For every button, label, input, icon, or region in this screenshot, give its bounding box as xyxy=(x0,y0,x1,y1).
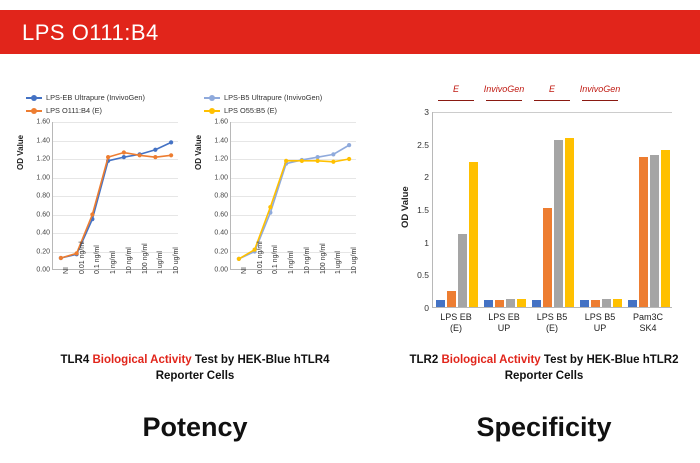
series-layer xyxy=(231,122,357,270)
y-tick-label: 0.00 xyxy=(36,266,50,274)
y-tick-label: 1.40 xyxy=(214,137,228,144)
x-axis-ticks xyxy=(432,310,672,350)
y-axis-label: OD Value xyxy=(194,134,203,170)
x-tick-label: 0.01 ng/ml xyxy=(256,241,264,274)
series-line xyxy=(239,159,349,259)
x-tick-label: LPS B5 (E) xyxy=(536,312,568,333)
x-tick-label: 0.1 ng/ml xyxy=(94,245,102,274)
annotation-label: InvivoGen xyxy=(579,84,621,94)
chart-tlr2-specificity xyxy=(398,78,688,338)
data-point xyxy=(169,153,173,157)
legend-item xyxy=(204,92,322,103)
label-potency: Potency xyxy=(142,412,248,442)
caption-left-pre: TLR4 xyxy=(60,354,93,366)
y-tick-label: 1.00 xyxy=(36,174,50,181)
data-point xyxy=(122,150,126,154)
y-tick-label: 0.80 xyxy=(214,192,228,200)
data-point xyxy=(122,155,126,159)
bar-group xyxy=(481,112,529,307)
x-tick-label: LPS B5 UP xyxy=(584,312,616,333)
page-title: LPS O111:B4 xyxy=(22,20,159,45)
y-tick-label: 1.60 xyxy=(36,118,50,126)
caption-left xyxy=(40,352,350,384)
y-tick-label: 1.60 xyxy=(214,118,228,126)
legend-marker-line xyxy=(204,97,220,99)
x-axis-ticks xyxy=(52,241,181,328)
data-point xyxy=(331,160,335,164)
bar xyxy=(469,162,478,307)
y-tick-label: 0.40 xyxy=(36,229,50,237)
label-specificity: Specificity xyxy=(476,412,612,442)
data-point xyxy=(300,159,304,163)
data-point xyxy=(138,153,142,157)
bar xyxy=(613,299,622,307)
bar xyxy=(602,299,611,307)
caption-right-pre: TLR2 xyxy=(409,354,442,366)
bar xyxy=(517,299,526,307)
data-point xyxy=(284,159,288,163)
y-tick-label: 0.80 xyxy=(36,192,50,200)
x-tick-label: LPS EB UP xyxy=(488,312,520,333)
y-tick-label: 2.5 xyxy=(417,139,429,150)
annotation-underline xyxy=(486,100,522,101)
bar xyxy=(436,300,445,307)
x-tick-label: 1 ug/ml xyxy=(335,251,343,274)
data-point xyxy=(153,155,157,159)
data-point xyxy=(153,148,157,152)
bar xyxy=(506,299,515,307)
bar-group xyxy=(625,112,673,307)
x-tick-label: Pam3C SK4 xyxy=(632,312,663,333)
legend-label: LPS-B5 Ultrapure (InvivoGen) xyxy=(224,93,323,102)
tlr4-panel xyxy=(18,72,378,392)
legend-item xyxy=(26,105,145,116)
y-tick-label: 1 xyxy=(424,237,429,248)
x-tick-label: 1 ng/ml xyxy=(110,251,118,274)
caption-right-highlight: Biological Activity xyxy=(441,354,541,366)
y-tick-label: 0.20 xyxy=(36,248,50,255)
bar xyxy=(661,150,670,307)
bar xyxy=(554,140,563,307)
y-tick-label: 0.5 xyxy=(417,270,429,281)
bar xyxy=(532,300,541,307)
chart-tlr4-eb xyxy=(18,92,190,332)
y-tick-label: 0.20 xyxy=(214,248,228,255)
y-tick-label: 1.40 xyxy=(36,137,50,144)
data-point xyxy=(347,143,351,147)
y-tick-label: 1.20 xyxy=(36,155,50,163)
bar xyxy=(628,300,637,307)
data-point xyxy=(268,205,272,209)
x-tick-label: 100 ng/ml xyxy=(141,243,149,274)
x-tick-label: 10 ng/ml xyxy=(303,247,311,274)
legend-item xyxy=(204,105,322,116)
data-point xyxy=(169,140,173,144)
x-tick-label: 10 ug/ml xyxy=(351,247,359,274)
caption-right-post: Test by HEK-Blue hTLR2 Reporter Cells xyxy=(504,354,679,382)
bar xyxy=(458,234,467,307)
y-tick-label: 0.60 xyxy=(36,211,50,218)
x-tick-label: LPS EB (E) xyxy=(440,312,472,333)
series-line xyxy=(61,142,171,258)
annotation-label: InvivoGen xyxy=(483,84,525,94)
data-point xyxy=(59,256,63,260)
x-tick-label: 1 ng/ml xyxy=(288,251,296,274)
bar xyxy=(565,138,574,307)
legend-marker-line xyxy=(26,97,42,99)
y-tick-label: 0.40 xyxy=(214,229,228,237)
caption-left-highlight: Biological Activity xyxy=(92,354,192,366)
bar-group xyxy=(577,112,625,307)
legend-label: LPS-EB Ultrapure (InvivoGen) xyxy=(46,93,145,102)
x-tick-label: 0.1 ng/ml xyxy=(272,245,280,274)
data-point xyxy=(331,152,335,156)
legend-label: LPS O55:B5 (E) xyxy=(224,106,277,115)
y-axis-label: OD Value xyxy=(16,134,25,170)
y-tick-label: 0 xyxy=(424,303,429,313)
plot-area xyxy=(417,107,672,313)
data-point xyxy=(316,155,320,159)
annotation-underline xyxy=(582,100,618,101)
legend-tlr4-b5 xyxy=(204,92,322,118)
data-point xyxy=(90,212,94,216)
y-tick-label: 0.60 xyxy=(214,211,228,218)
legend-marker-line xyxy=(204,110,220,112)
data-point xyxy=(106,155,110,159)
bar xyxy=(447,291,456,307)
x-tick-label: 10 ng/ml xyxy=(125,247,133,274)
bar xyxy=(639,157,648,307)
y-tick-label: 0.00 xyxy=(214,266,228,274)
bar-group xyxy=(529,112,577,307)
annotation-label: E xyxy=(452,84,459,94)
bar xyxy=(495,300,504,307)
tlr2-panel xyxy=(398,72,688,392)
annotation-underline xyxy=(534,100,570,101)
bar xyxy=(580,300,589,307)
data-point xyxy=(237,257,241,261)
y-tick-label: 1.00 xyxy=(214,174,228,181)
legend-label: LPS O111:B4 (E) xyxy=(46,106,103,115)
y-axis-label: OD Value xyxy=(400,186,411,228)
bar-group xyxy=(433,112,481,307)
y-tick-label: 2 xyxy=(424,172,429,183)
y-tick-label: 1.5 xyxy=(417,205,429,215)
x-tick-label: 100 ng/ml xyxy=(319,243,327,274)
caption-left-post: Test by HEK-Blue hTLR4 Reporter Cells xyxy=(155,354,330,382)
x-tick-label: 0.01 ng/ml xyxy=(78,241,86,274)
x-tick-label: 1 ug/ml xyxy=(157,251,165,274)
legend-item xyxy=(26,92,145,103)
bar xyxy=(543,208,552,307)
series-line xyxy=(61,153,171,258)
x-tick-label: 10 ug/ml xyxy=(173,247,181,274)
legend-marker-line xyxy=(26,110,42,112)
y-tick-label: 1.20 xyxy=(214,155,228,163)
bar xyxy=(650,155,659,307)
annotation-label: E xyxy=(548,84,555,94)
data-point xyxy=(316,159,320,163)
series-layer xyxy=(53,122,179,270)
y-tick-label: 3 xyxy=(424,107,429,117)
bar xyxy=(484,300,493,307)
x-tick-label: NI xyxy=(240,267,248,274)
annotation-underline xyxy=(438,100,474,101)
bar xyxy=(591,300,600,307)
caption-right xyxy=(408,352,680,384)
x-axis-ticks xyxy=(230,241,359,328)
x-tick-label: NI xyxy=(62,267,70,274)
legend-tlr4-eb xyxy=(26,92,145,118)
chart-tlr4-b5 xyxy=(196,92,368,332)
data-point xyxy=(347,157,351,161)
